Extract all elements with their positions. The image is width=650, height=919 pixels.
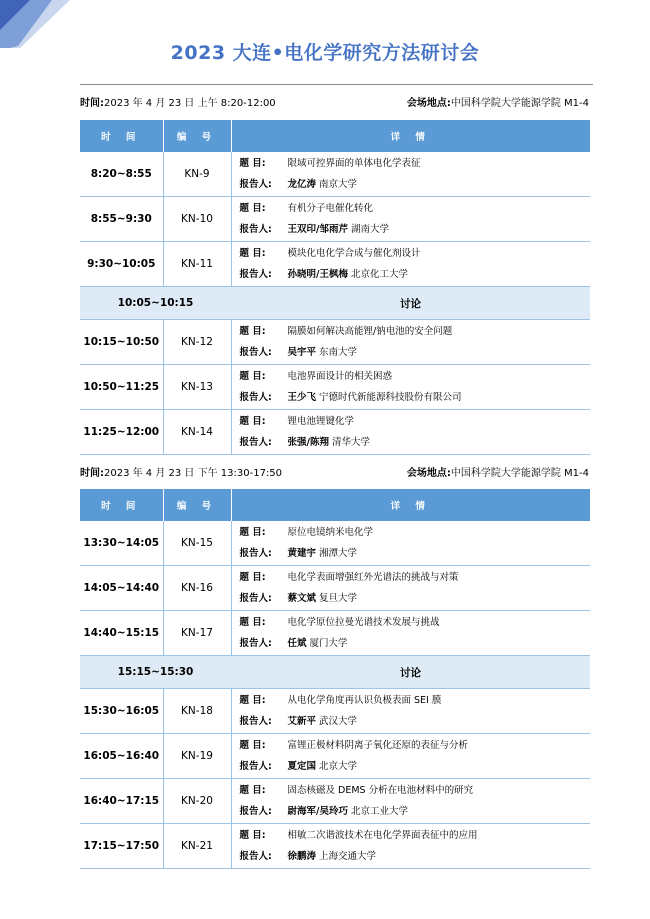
table-header (80, 120, 590, 152)
talk-time: 15:30~16:05 (80, 689, 163, 734)
talk-number: KN-20 (163, 779, 231, 824)
discussion-label: 讨论 (231, 287, 590, 320)
topic-line (240, 612, 591, 633)
speaker-affiliation: 北京工业大学 (351, 806, 409, 817)
session-2-header (80, 466, 593, 482)
talk-time: 11:25~12:00 (80, 410, 163, 455)
session-1-header (80, 96, 593, 112)
speaker-name: 蔡文斌 (287, 593, 317, 604)
reporter-line (240, 219, 591, 240)
topic-line (240, 321, 591, 342)
topic-line (240, 690, 591, 711)
reporter-line (240, 264, 591, 285)
talk-time: 10:15~10:50 (80, 320, 163, 365)
speaker-name: 尉海军/吴玲巧 (287, 806, 348, 817)
speaker-name: 龙亿涛 (287, 179, 317, 190)
topic-label: 题 目: (239, 830, 266, 841)
talk-number: KN-9 (163, 152, 231, 197)
speaker-affiliation: 厦门大学 (309, 638, 348, 649)
col-detail-header: 详 情 (231, 489, 590, 521)
speaker-name: 张强/陈翔 (287, 437, 329, 448)
session-2-table (80, 489, 590, 869)
col-time-header: 时 间 (80, 489, 163, 521)
reporter-line (240, 711, 591, 732)
talk-detail (231, 365, 590, 410)
talk-topic: 隔膜如何解决高能锂/钠电池的安全问题 (287, 326, 453, 337)
speaker-name: 王双印/邹雨芹 (287, 224, 348, 235)
talk-time: 14:40~15:15 (80, 611, 163, 656)
topic-label: 题 目: (239, 158, 266, 169)
talk-detail (231, 521, 590, 566)
topic-label: 题 目: (239, 572, 266, 583)
talk-topic: 相敏二次谐波技术在电化学界面表征中的应用 (287, 830, 478, 841)
talk-number: KN-16 (163, 566, 231, 611)
reporter-label: 报告人: (239, 548, 272, 559)
speaker-affiliation: 北京化工大学 (351, 269, 409, 280)
talk-topic: 有机分子电催化转化 (287, 203, 374, 214)
reporter-label: 报告人: (239, 437, 272, 448)
talk-detail (231, 611, 590, 656)
reporter-line (240, 543, 591, 564)
speaker-affiliation: 上海交通大学 (319, 851, 377, 862)
speaker-affiliation: 清华大学 (332, 437, 371, 448)
talk-time: 16:40~17:15 (80, 779, 163, 824)
discussion-time: 15:15~15:30 (80, 656, 231, 689)
talk-number: KN-15 (163, 521, 231, 566)
talk-number: KN-17 (163, 611, 231, 656)
reporter-label: 报告人: (239, 761, 272, 772)
discussion-time: 10:05~10:15 (80, 287, 231, 320)
talk-detail (231, 410, 590, 455)
talk-row (80, 365, 590, 410)
talk-row (80, 521, 590, 566)
talk-row (80, 197, 590, 242)
col-time-header: 时 间 (80, 120, 163, 152)
topic-label: 题 目: (239, 248, 266, 259)
talk-detail (231, 779, 590, 824)
topic-line (240, 411, 591, 432)
talk-number: KN-14 (163, 410, 231, 455)
talk-row (80, 242, 590, 287)
talk-number: KN-12 (163, 320, 231, 365)
talk-row (80, 734, 590, 779)
talk-time: 8:20~8:55 (80, 152, 163, 197)
talk-topic: 原位电镜纳米电化学 (287, 527, 374, 538)
talk-number: KN-13 (163, 365, 231, 410)
reporter-label: 报告人: (239, 806, 272, 817)
discussion-row (80, 287, 590, 320)
reporter-label: 报告人: (239, 638, 272, 649)
speaker-affiliation: 北京大学 (319, 761, 358, 772)
reporter-label: 报告人: (239, 716, 272, 727)
speaker-name: 孙晓明/王枫梅 (287, 269, 348, 280)
reporter-label: 报告人: (239, 179, 272, 190)
topic-label: 题 目: (239, 371, 266, 382)
speaker-affiliation: 湖南大学 (351, 224, 390, 235)
reporter-line (240, 174, 591, 195)
table-header (80, 489, 590, 521)
talk-time: 14:05~14:40 (80, 566, 163, 611)
talk-number: KN-19 (163, 734, 231, 779)
speaker-name: 夏定国 (287, 761, 317, 772)
topic-line (240, 735, 591, 756)
talk-detail (231, 689, 590, 734)
talk-row (80, 320, 590, 365)
talk-time: 10:50~11:25 (80, 365, 163, 410)
topic-label: 题 目: (239, 416, 266, 427)
talk-time: 13:30~14:05 (80, 521, 163, 566)
speaker-name: 任斌 (287, 638, 307, 649)
reporter-line (240, 588, 591, 609)
col-detail-header: 详 情 (231, 120, 590, 152)
topic-line (240, 198, 591, 219)
reporter-label: 报告人: (239, 269, 272, 280)
talk-number: KN-18 (163, 689, 231, 734)
speaker-affiliation: 南京大学 (319, 179, 358, 190)
talk-detail (231, 197, 590, 242)
topic-label: 题 目: (239, 785, 266, 796)
reporter-line (240, 342, 591, 363)
talk-topic: 模块化电化学合成与催化剂设计 (287, 248, 421, 259)
topic-line (240, 243, 591, 264)
reporter-line (240, 432, 591, 453)
reporter-label: 报告人: (239, 347, 272, 358)
col-num-header: 编 号 (163, 120, 231, 152)
talk-time: 16:05~16:40 (80, 734, 163, 779)
topic-line (240, 825, 591, 846)
reporter-label: 报告人: (239, 224, 272, 235)
talk-topic: 富锂正极材料阴离子氧化还原的表征与分析 (287, 740, 469, 751)
reporter-line (240, 387, 591, 408)
topic-label: 题 目: (239, 695, 266, 706)
talk-row (80, 152, 590, 197)
page-title: 2023 大连•电化学研究方法研讨会 (170, 42, 480, 64)
talk-time: 17:15~17:50 (80, 824, 163, 869)
reporter-line (240, 756, 591, 777)
speaker-name: 徐鹏涛 (287, 851, 317, 862)
speaker-name: 艾新平 (287, 716, 317, 727)
title-divider (80, 84, 593, 85)
talk-number: KN-11 (163, 242, 231, 287)
topic-line (240, 567, 591, 588)
reporter-line (240, 846, 591, 867)
session-2-rows (80, 521, 590, 869)
col-num-header: 编 号 (163, 489, 231, 521)
talk-topic: 电池界面设计的相关困惑 (287, 371, 393, 382)
speaker-affiliation: 武汉大学 (319, 716, 358, 727)
talk-topic: 电化学表面增强红外光谱法的挑战与对策 (287, 572, 459, 583)
topic-line (240, 522, 591, 543)
speaker-affiliation: 东南大学 (319, 347, 358, 358)
talk-row (80, 689, 590, 734)
speaker-name: 王少飞 (287, 392, 317, 403)
talk-row (80, 779, 590, 824)
talk-topic: 从电化学角度再认识负极表面 SEI 膜 (287, 695, 442, 706)
talk-detail (231, 152, 590, 197)
talk-row (80, 611, 590, 656)
session-1-table (80, 120, 590, 455)
talk-detail (231, 824, 590, 869)
topic-line (240, 153, 591, 174)
reporter-line (240, 633, 591, 654)
session-1-rows (80, 152, 590, 455)
session-1-venue: 会场地点:中国科学院大学能源学院 M1-4 (406, 98, 589, 109)
talk-time: 9:30~10:05 (80, 242, 163, 287)
talk-topic: 固态核磁及 DEMS 分析在电池材料中的研究 (287, 785, 474, 796)
discussion-label: 讨论 (231, 656, 590, 689)
topic-label: 题 目: (239, 527, 266, 538)
reporter-line (240, 801, 591, 822)
session-2-time: 时间:2023 年 4 月 23 日 下午 13:30-17:50 (80, 468, 283, 479)
talk-row (80, 824, 590, 869)
speaker-name: 吴宇平 (287, 347, 317, 358)
session-1-time: 时间:2023 年 4 月 23 日 上午 8:20-12:00 (80, 98, 276, 109)
speaker-name: 黄建宇 (287, 548, 317, 559)
session-2-venue: 会场地点:中国科学院大学能源学院 M1-4 (406, 468, 589, 479)
topic-label: 题 目: (239, 326, 266, 337)
talk-number: KN-21 (163, 824, 231, 869)
reporter-label: 报告人: (239, 593, 272, 604)
talk-topic: 电化学原位拉曼光谱技术发展与挑战 (287, 617, 440, 628)
topic-line (240, 780, 591, 801)
speaker-affiliation: 复旦大学 (319, 593, 358, 604)
talk-number: KN-10 (163, 197, 231, 242)
talk-detail (231, 242, 590, 287)
discussion-row (80, 656, 590, 689)
topic-label: 题 目: (239, 617, 266, 628)
talk-topic: 限域可控界面的单体电化学表征 (287, 158, 421, 169)
reporter-label: 报告人: (239, 392, 272, 403)
talk-topic: 锂电池锂键化学 (287, 416, 355, 427)
topic-line (240, 366, 591, 387)
talk-row (80, 410, 590, 455)
speaker-affiliation: 湘潭大学 (319, 548, 358, 559)
talk-detail (231, 566, 590, 611)
topic-label: 题 目: (239, 203, 266, 214)
topic-label: 题 目: (239, 740, 266, 751)
reporter-label: 报告人: (239, 851, 272, 862)
talk-time: 8:55~9:30 (80, 197, 163, 242)
talk-detail (231, 734, 590, 779)
talk-detail (231, 320, 590, 365)
talk-row (80, 566, 590, 611)
speaker-affiliation: 宁德时代新能源科技股份有限公司 (319, 392, 462, 403)
